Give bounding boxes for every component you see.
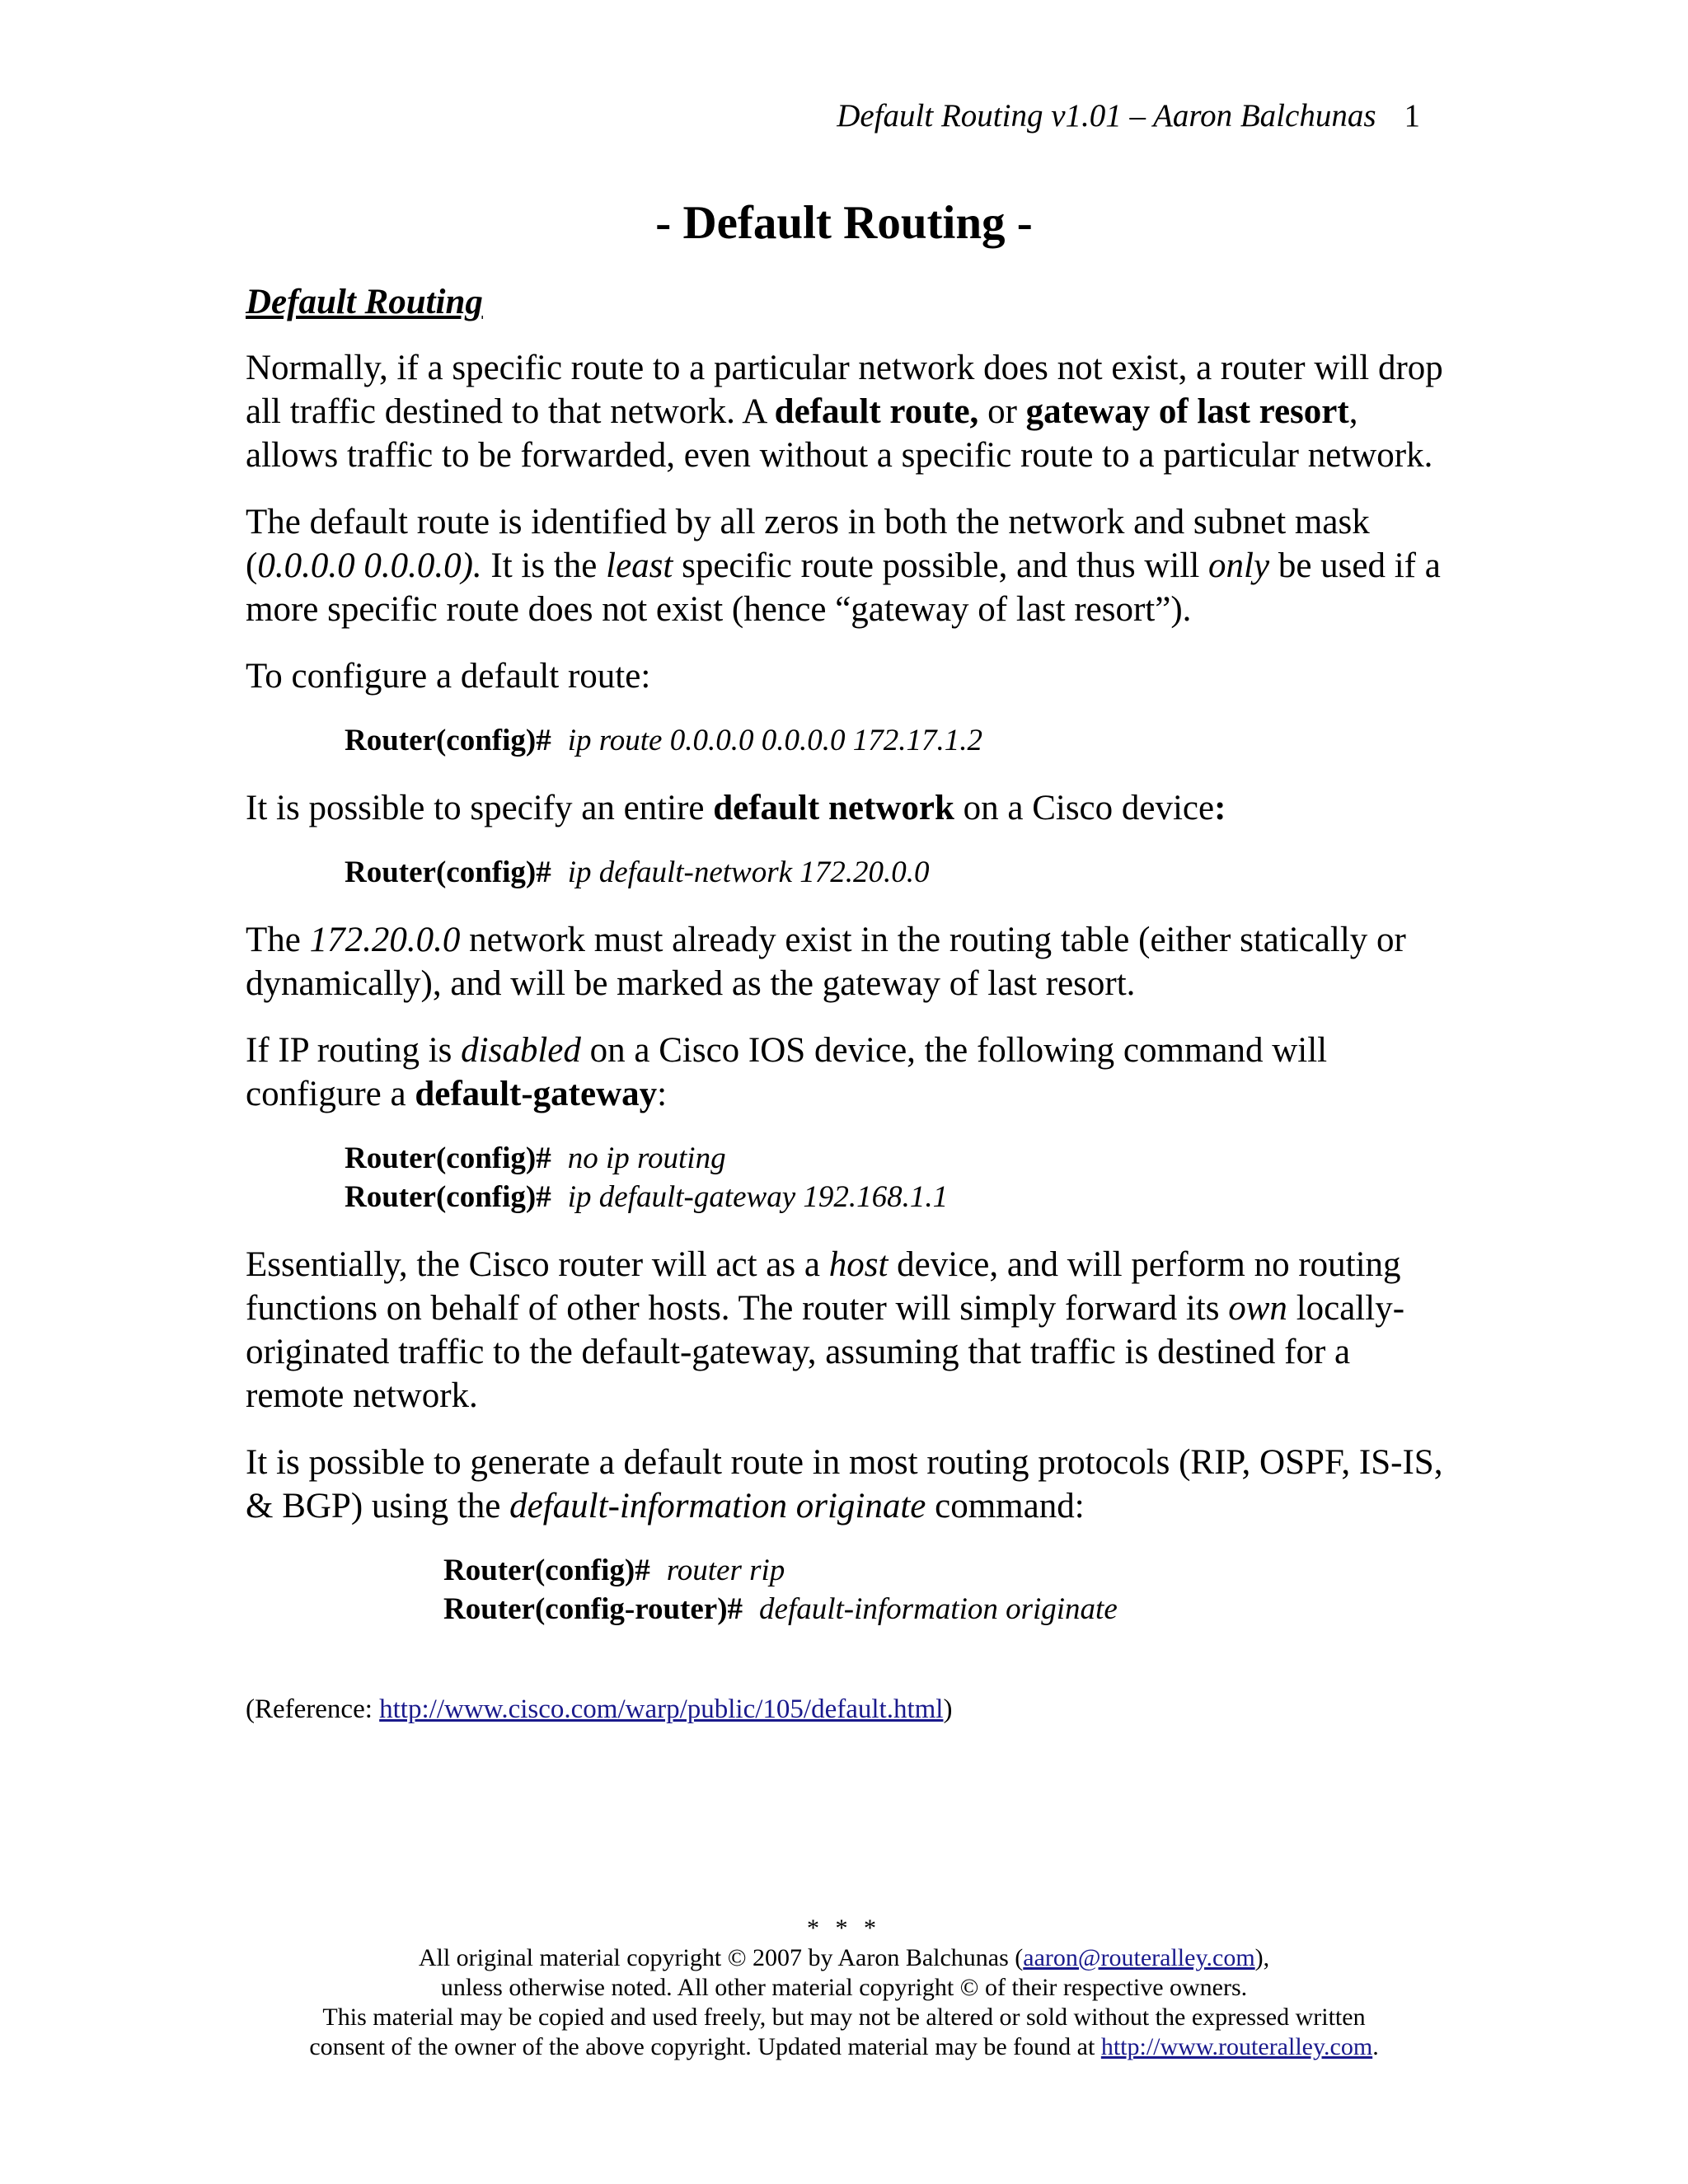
text-run: The	[246, 920, 310, 959]
cli-prompt: Router(config)#	[345, 855, 551, 889]
text-run: :	[1214, 788, 1226, 827]
cli-command: no ip routing	[567, 1141, 726, 1175]
cli-command: ip default-gateway 192.168.1.1	[567, 1179, 949, 1214]
footer-line	[0, 2032, 1688, 2062]
reference-link[interactable]: http://www.cisco.com/warp/public/105/default.html	[379, 1694, 944, 1724]
page-title: - Default Routing -	[655, 197, 1033, 249]
cli-prompt: Router(config)#	[345, 723, 551, 757]
command-line	[345, 1178, 1449, 1216]
command-line	[443, 1590, 1449, 1629]
footer-line	[0, 1943, 1688, 1973]
text-run: .	[1372, 2033, 1379, 2060]
term-default-network: default network	[713, 788, 954, 827]
text-run: device, and will perform no routing functions on behalf of other hosts. The router will simply forward its	[246, 1244, 1401, 1328]
text-run: on a Cisco device	[954, 788, 1215, 827]
text-run: , allows traffic to be forwarded, even without a specific route to a particular network.	[246, 391, 1433, 475]
command-block-default-route	[246, 721, 1449, 760]
command-line	[345, 853, 1449, 892]
text-run: To configure a default route:	[246, 656, 651, 696]
term-default-route: default route,	[774, 391, 979, 431]
text-run: If IP routing is	[246, 1030, 462, 1070]
cli-prompt: Router(config-router)#	[443, 1591, 743, 1626]
copyright-footer	[0, 1914, 1688, 2062]
emphasis-disabled: disabled	[461, 1030, 581, 1070]
reference-line	[246, 1694, 1449, 1725]
text-run: Normally, if a specific route to a particular network does not exist, a router will drop all traffic destined to that network. A	[246, 348, 1443, 431]
text-run: on a Cisco IOS device, the following command will configure a	[246, 1030, 1328, 1113]
paragraph-zeros	[246, 500, 1449, 631]
paragraph-intro	[246, 346, 1449, 477]
command-block-rip	[246, 1551, 1449, 1629]
command-line	[443, 1551, 1449, 1590]
text-run: The default route is identified by all zeros in both the network and subnet mask (	[246, 502, 1370, 585]
text-run: Essentially, the Cisco router will act as a	[246, 1244, 829, 1284]
text-run: It is the	[481, 546, 607, 585]
emphasis-only: only	[1208, 546, 1270, 585]
text-run: specific route possible, and thus will	[673, 546, 1209, 585]
emphasis-own: own	[1228, 1288, 1287, 1328]
text-run: )	[943, 1694, 953, 1724]
emphasis-host: host	[828, 1244, 889, 1284]
cli-prompt: Router(config)#	[345, 1179, 551, 1214]
website-link[interactable]: http://www.routeralley.com	[1100, 2033, 1373, 2060]
section-heading: Default Routing	[246, 283, 483, 321]
running-header	[837, 97, 1420, 134]
paragraph-default-network	[246, 786, 1449, 830]
command-block-default-network	[246, 853, 1449, 892]
text-run: locally-originated traffic to the default-gateway, assuming that traffic is destined for a remote network.	[246, 1288, 1405, 1415]
mask-example: 0.0.0.0 0.0.0.0).	[257, 546, 482, 585]
running-title: Default Routing v1.01 – Aaron Balchunas	[837, 98, 1376, 134]
cli-prompt: Router(config)#	[345, 1141, 551, 1175]
author-email-link[interactable]: aaron@routeralley.com	[1023, 1944, 1255, 1971]
command-line	[345, 1139, 1449, 1178]
term-gateway-of-last-resort: gateway of last resort	[1025, 391, 1349, 431]
footer-separator: * * *	[807, 1915, 881, 1942]
network-example: 172.20.0.0	[309, 920, 461, 959]
term-default-gateway: default-gateway	[415, 1074, 658, 1113]
text-run: be used if a more specific route does not exist (hence “gateway of last resort”).	[246, 546, 1441, 629]
paragraph-configure	[246, 654, 1449, 698]
emphasis-least: least	[606, 546, 673, 585]
text-run: network must already exist in the routing table (either statically or dynamically), and will be marked as the gateway of last resort.	[246, 920, 1406, 1003]
text-run: :	[657, 1074, 668, 1113]
text-run: ),	[1254, 1944, 1270, 1971]
text-run: It is possible to generate a default route in most routing protocols (RIP, OSPF, IS-IS, & BGP) using the	[246, 1442, 1443, 1526]
cli-prompt: Router(config)#	[443, 1553, 650, 1587]
emphasis-command-name: default-information originate	[509, 1486, 926, 1526]
text-run: All original material copyright © 2007 by Aaron Balchunas (	[418, 1944, 1024, 1971]
text-run: or	[978, 391, 1026, 431]
text-run: consent of the owner of the above copyright. Updated material may be found at	[309, 2033, 1101, 2060]
footer-line: This material may be copied and used freely, but may not be altered or sold without the expressed written	[322, 2004, 1366, 2031]
paragraph-host-device	[246, 1243, 1449, 1418]
main-content	[246, 280, 1449, 1725]
text-run: It is possible to specify an entire	[246, 788, 714, 827]
page-number: 1	[1404, 98, 1420, 134]
cli-command: default-information originate	[759, 1591, 1118, 1626]
cli-command: ip default-network 172.20.0.0	[567, 855, 930, 889]
paragraph-network-exist	[246, 918, 1449, 1005]
footer-line: unless otherwise noted. All other material copyright © of their respective owners.	[440, 1974, 1248, 2001]
text-run: (Reference:	[246, 1694, 380, 1724]
text-run: command:	[926, 1486, 1085, 1526]
cli-command: ip route 0.0.0.0 0.0.0.0 172.17.1.2	[567, 723, 982, 757]
cli-command: router rip	[666, 1553, 785, 1587]
command-line	[345, 721, 1449, 760]
paragraph-ip-routing-disabled	[246, 1029, 1449, 1116]
paragraph-routing-protocols	[246, 1441, 1449, 1528]
command-block-default-gateway	[246, 1139, 1449, 1216]
